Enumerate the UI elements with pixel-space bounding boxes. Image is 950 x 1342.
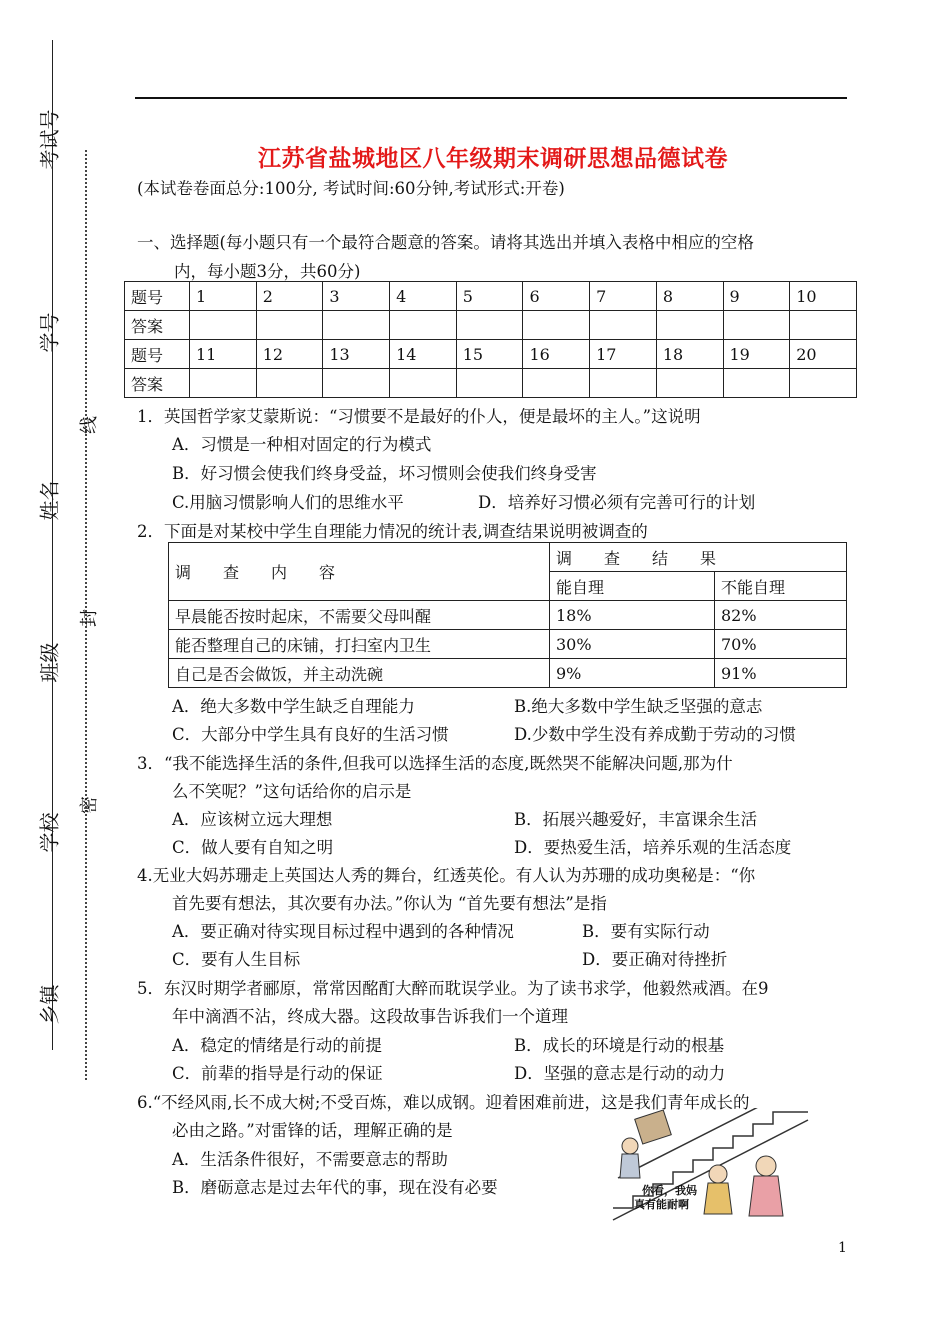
question-3-stem: 3．“我不能选择生活的条件,但我可以选择生活的态度,既然哭不能解决问题,那为什 [137, 754, 733, 773]
question-number: 13 [323, 340, 390, 369]
seal-word-line: 线 [79, 416, 100, 434]
question-number: 5 [456, 282, 523, 311]
name-label: 姓名 [37, 480, 62, 521]
row-label: 题号 [125, 340, 190, 369]
question-4-option-c: C．要有人生目标 [172, 950, 301, 969]
answer-cell[interactable] [323, 311, 390, 340]
table-row [169, 601, 847, 630]
question-number: 12 [256, 340, 323, 369]
exam-info: (本试卷卷面总分:100分, 考试时间:60分钟,考试形式:开卷) [137, 179, 565, 198]
binding-line [52, 40, 53, 1050]
question-4-option-d: D．要正确对待挫折 [582, 950, 728, 969]
question-5-option-b: B．成长的环境是行动的根基 [514, 1036, 725, 1055]
question-4-stem: 4.无业大妈苏珊走上英国达人秀的舞台，红透英伦。有人认为苏珊的成功奥秘是：“你 [137, 866, 756, 885]
question-number-row [125, 282, 857, 311]
question-2-stem: 2．下面是对某校中学生自理能力情况的统计表,调查结果说明被调查的 [137, 522, 648, 541]
survey-cannot-value: 82% [715, 601, 847, 630]
survey-header-can: 能自理 [550, 572, 715, 601]
question-number-row [125, 340, 857, 369]
table-row [169, 630, 847, 659]
question-number: 6 [523, 282, 590, 311]
question-6-stem-cont: 必由之路。”对雷锋的话，理解正确的是 [172, 1121, 453, 1140]
survey-table [168, 542, 847, 688]
answer-cell[interactable] [256, 311, 323, 340]
answer-cell[interactable] [190, 311, 257, 340]
question-number: 14 [390, 340, 457, 369]
answer-row [125, 311, 857, 340]
question-1-stem: 1．英国哲学家艾蒙斯说：“习惯要不是最好的仆人，便是最坏的主人。”这说明 [137, 407, 701, 426]
question-1-option-b: B．好习惯会使我们终身受益，坏习惯则会使我们终身受害 [172, 464, 597, 483]
page-title: 江苏省盐城地区八年级期末调研思想品德试卷 [258, 145, 728, 172]
town-label: 乡镇 [37, 984, 62, 1025]
question-number: 3 [323, 282, 390, 311]
question-5-option-c: C．前辈的指导是行动的保证 [172, 1064, 383, 1083]
answer-grid [124, 281, 857, 398]
question-number: 9 [723, 282, 790, 311]
survey-item: 自己是否会做饭，并主动洗碗 [169, 659, 550, 688]
answer-cell[interactable] [256, 369, 323, 398]
question-2-option-b: B.绝大多数中学生缺乏坚强的意志 [514, 697, 763, 716]
answer-cell[interactable] [523, 369, 590, 398]
question-number: 16 [523, 340, 590, 369]
answer-cell[interactable] [456, 369, 523, 398]
question-6-option-a: A．生活条件很好，不需要意志的帮助 [172, 1150, 448, 1169]
cartoon-caption-2: 真有能耐啊 [634, 1198, 689, 1211]
cartoon-caption-1: 你看，我妈 [642, 1184, 697, 1197]
survey-cannot-value: 70% [715, 630, 847, 659]
question-3-option-d: D．要热爱生活，培养乐观的生活态度 [514, 838, 792, 857]
question-4-stem-cont: 首先要有想法，其次要有办法。”你认为 “首先要有想法”是指 [172, 894, 607, 913]
question-4-option-b: B．要有实际行动 [582, 922, 710, 941]
answer-cell[interactable] [456, 311, 523, 340]
top-rule [135, 97, 847, 99]
question-2-option-d: D.少数中学生没有养成勤于劳动的习惯 [514, 725, 796, 744]
section-heading: 一、选择题(每小题只有一个最符合题意的答案。请将其选出并填入表格中相应的空格 [137, 233, 754, 252]
seal-word-seal: 封 [79, 609, 100, 627]
answer-cell[interactable] [390, 311, 457, 340]
survey-header-cannot: 不能自理 [715, 572, 847, 601]
question-1-option-d: D．培养好习惯必须有完善可行的计划 [478, 493, 756, 512]
school-label: 学校 [37, 812, 62, 853]
answer-cell[interactable] [523, 311, 590, 340]
question-6-stem: 6.“不经风雨,长不成大树;不受百炼，难以成钢。迎着困难前进，这是我们青年成长的 [137, 1093, 750, 1112]
question-2-option-a: A．绝大多数中学生缺乏自理能力 [172, 697, 415, 716]
question-number: 18 [656, 340, 723, 369]
question-number: 1 [190, 282, 257, 311]
question-2-option-c: C．大部分中学生具有良好的生活习惯 [172, 725, 449, 744]
question-number: 17 [590, 340, 657, 369]
question-3-option-a: A．应该树立远大理想 [172, 810, 333, 829]
question-5-stem: 5．东汉时期学者郦原，常常因酩酊大醉而耽误学业。为了读书求学，他毅然戒酒。在9 [137, 979, 769, 998]
question-4-option-a: A．要正确对待实现目标过程中遇到的各种情况 [172, 922, 514, 941]
staircase-cartoon [608, 1108, 836, 1226]
question-3-option-c: C．做人要有自知之明 [172, 838, 334, 857]
answer-cell[interactable] [590, 311, 657, 340]
answer-cell[interactable] [723, 369, 790, 398]
question-5-stem-cont: 年中滴酒不沾，终成大器。这段故事告诉我们一个道理 [172, 1007, 568, 1026]
question-number: 11 [190, 340, 257, 369]
answer-cell[interactable] [390, 369, 457, 398]
answer-cell[interactable] [790, 369, 857, 398]
answer-cell[interactable] [323, 369, 390, 398]
question-number: 15 [456, 340, 523, 369]
question-3-stem-cont: 么不笑呢？”这句话给你的启示是 [172, 782, 412, 801]
survey-cannot-value: 91% [715, 659, 847, 688]
question-5-option-a: A．稳定的情绪是行动的前提 [172, 1036, 382, 1055]
seal-word-secret: 密 [79, 796, 100, 814]
answer-cell[interactable] [190, 369, 257, 398]
survey-item: 能否整理自己的床铺，打扫室内卫生 [169, 630, 550, 659]
row-label: 答案 [125, 369, 190, 398]
seat-no-label: 学号 [37, 312, 62, 353]
question-1-option-a: A．习惯是一种相对固定的行为模式 [172, 435, 432, 454]
question-6-option-b: B．磨砺意志是过去年代的事，现在没有必要 [172, 1178, 498, 1197]
row-label: 题号 [125, 282, 190, 311]
answer-row [125, 369, 857, 398]
answer-cell[interactable] [590, 369, 657, 398]
survey-can-value: 18% [550, 601, 715, 630]
question-number: 19 [723, 340, 790, 369]
class-label: 班级 [37, 642, 62, 683]
question-number: 2 [256, 282, 323, 311]
question-1-option-c: C.用脑习惯影响人们的思维水平 [172, 493, 404, 512]
survey-header-content: 调 查 内 容 [169, 543, 550, 601]
question-number: 20 [790, 340, 857, 369]
survey-can-value: 30% [550, 630, 715, 659]
question-number: 10 [790, 282, 857, 311]
row-label: 答案 [125, 311, 190, 340]
question-3-option-b: B．拓展兴趣爱好，丰富课余生活 [514, 810, 758, 829]
answer-cell[interactable] [723, 311, 790, 340]
exam-no-label: 考试号 [37, 109, 62, 170]
survey-can-value: 9% [550, 659, 715, 688]
answer-cell[interactable] [656, 311, 723, 340]
question-5-option-d: D．坚强的意志是行动的动力 [514, 1064, 726, 1083]
survey-item: 早晨能否按时起床，不需要父母叫醒 [169, 601, 550, 630]
section-heading-cont: 内，每小题3分，共60分) [174, 262, 361, 281]
question-number: 8 [656, 282, 723, 311]
answer-cell[interactable] [656, 369, 723, 398]
survey-header-result: 调 查 结 果 [550, 543, 847, 572]
page-number: 1 [838, 1240, 847, 1256]
answer-cell[interactable] [790, 311, 857, 340]
table-row [169, 659, 847, 688]
question-number: 4 [390, 282, 457, 311]
question-number: 7 [590, 282, 657, 311]
